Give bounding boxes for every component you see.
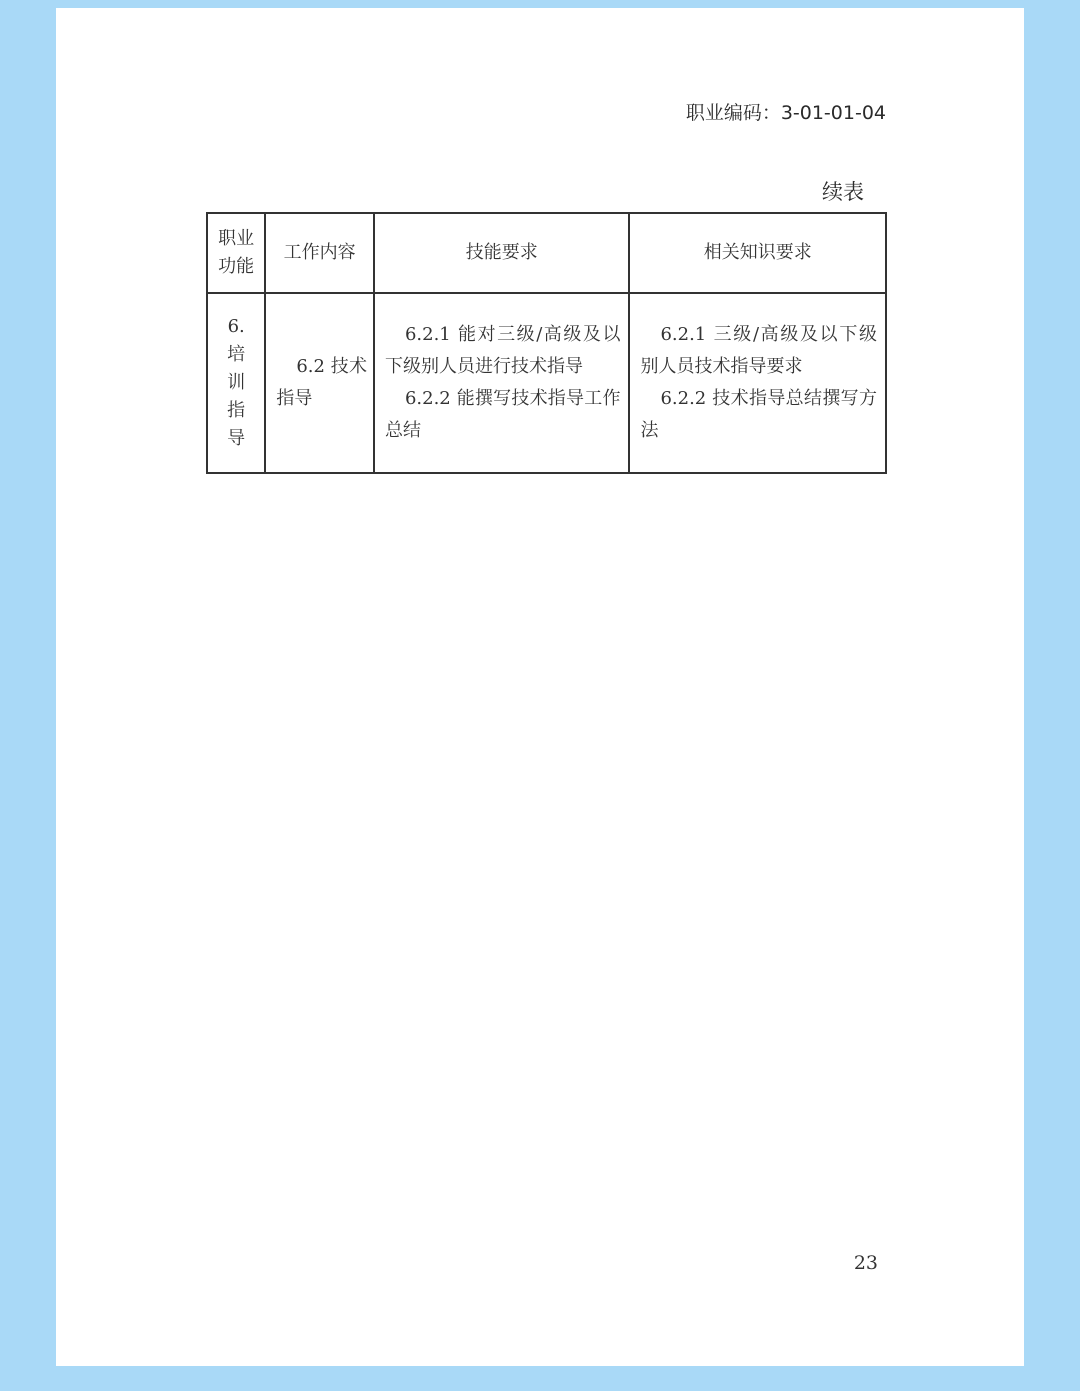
requirements-table: [206, 212, 887, 474]
header-knowledge-requirements: 相关知识要求: [629, 213, 886, 293]
skill-item: 6.2.1 能对三级/高级及以下级别人员进行技术指导: [384, 324, 621, 377]
header-work-content: 工作内容: [265, 213, 374, 293]
cell-work-content: 6.2 技术指导: [265, 293, 374, 473]
skill-item: 6.2.2 能撰写技术指导工作总结: [384, 388, 621, 441]
page-number: 23: [853, 1252, 878, 1274]
occupation-code: 职业编码：3-01-01-04: [685, 102, 886, 124]
knowledge-item: 6.2.1 三级/高级及以下级别人员技术指导要求: [640, 324, 877, 377]
table-row: [207, 293, 886, 473]
header-occupation-function: 职业功能: [207, 213, 265, 293]
cell-occupation-function: 6.培训指导: [207, 293, 265, 473]
continued-table-label: 续表: [822, 180, 864, 204]
table-header-row: [207, 213, 886, 293]
cell-knowledge-requirements: [629, 293, 886, 473]
cell-skill-requirements: [374, 293, 630, 473]
header-skill-requirements: 技能要求: [374, 213, 630, 293]
knowledge-item: 6.2.2 技术指导总结撰写方法: [640, 388, 877, 441]
